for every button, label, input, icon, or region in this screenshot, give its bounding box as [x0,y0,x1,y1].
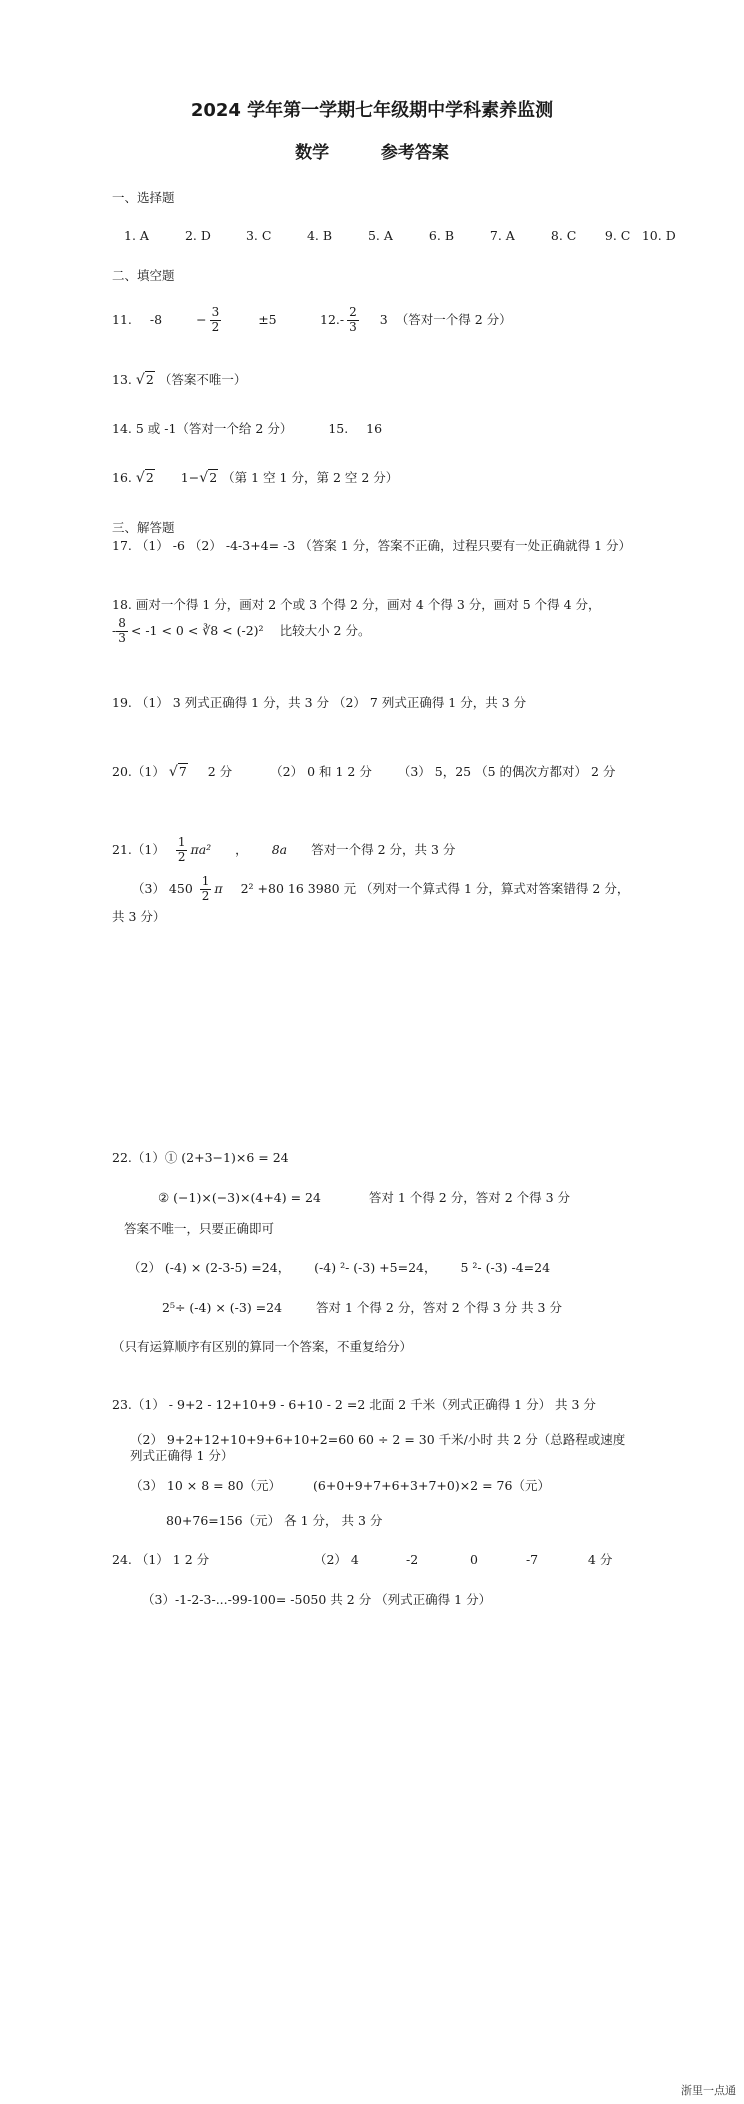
choice-answer: 6. B [428,228,455,243]
minus-sign: - [339,312,345,328]
math-expression: (-4) ²- (-3) +5=24， [314,1260,437,1275]
fraction: $\frac{1}{2}$ [201,874,210,903]
answer-20 [112,764,615,780]
inequality-chain: < -1 < 0 < ∛8 < (-2)² [130,623,264,639]
answer-value: 1− [180,470,200,485]
answer-16 [112,470,398,486]
answer-value: （2） 0 和 1 2 分 [270,764,372,779]
scoring-note: （答对一个得 2 分） [395,312,512,328]
answer-19: 19. （1） 3 列式正确得 1 分，共 3 分 （2） 7 列式正确得 1 分，共 3 分 [112,695,527,710]
answer-12 [320,306,512,335]
question-number: 20.（1） [112,764,165,779]
answer-value: 0 [469,1552,478,1567]
question-number: 16. [112,470,132,485]
choice-answer: 10. D [641,228,676,243]
sqrt-expression: √ 7 [169,764,188,780]
answer-11 [112,306,277,335]
question-number: 13. [112,372,132,387]
answer-22-line1: 22.（1）① (2+3−1)×6 = 24 [112,1150,289,1165]
answer-18-line1: 18. 画对一个得 1 分，画对 2 个或 3 个得 2 分，画对 4 个得 3 分，画对 5 个得 4 分， [112,597,601,612]
answer-label: 参考答案 [380,143,449,163]
answer-22-line4 [128,1260,550,1276]
answer-14-15 [112,421,382,437]
scoring-note: （第 1 空 1 分，第 2 空 2 分） [222,470,399,485]
choice-answers [124,228,676,244]
scoring-note: 答对 1 个得 2 分，答对 2 个得 3 分 共 3 分 [316,1300,562,1315]
answer-value: （2） 4 [313,1552,359,1567]
math-expression: 2⁵÷ (-4) × (-3) =24 [162,1300,283,1315]
fraction: $\frac{1}{2}$ [177,835,186,864]
answer-13 [112,372,246,388]
choice-answer: 2. D [184,228,211,243]
minus-sign: − [196,312,207,328]
answer-17: 17. （1） -6 （2） -4-3+4= -3 （答案 1 分，答案不正确，过程只要有一处正确就得 1 分） [112,538,632,553]
answer-18-line2 [112,617,370,646]
scoring-note: 答对一个得 2 分，共 3 分 [311,842,456,858]
fraction: $\frac{8}{3}$ [118,616,126,645]
math-expression: πa² [190,842,212,858]
separator: ， [235,842,248,858]
answer-14: 14. 5 或 -1（答对一个给 2 分） [112,421,293,436]
math-expression: 5 ²- (-3) -4=24 [460,1260,551,1275]
math-expression: （2） (-4) × (2-3-5) =24， [128,1260,291,1275]
answer-23-line4: 80+76=156（元） 各 1 分， 共 3 分 [166,1513,383,1528]
answer-22-line5 [162,1300,562,1316]
section-heading-fill: 二、填空题 [112,268,175,283]
choice-answer: 7. A [489,228,515,243]
math-expression: 8a [271,842,288,858]
answer-value: 2² +80 16 3980 元 （列对一个算式得 1 分，算式对答案错得 2 分，共 3 分） [112,880,630,924]
answer-22-line2 [158,1190,570,1206]
answer-21-part1 [112,836,455,865]
section-heading-choice: 一、选择题 [112,190,175,205]
section-heading-solve: 三、解答题 [112,520,175,535]
fraction: $\frac{2}{3}$ [349,305,357,334]
answer-value: 24. （1） 1 2 分 [112,1552,210,1567]
sqrt-expression: √ 2 [136,372,155,388]
answer-value: （3） 5，25 （5 的偶次方都对） 2 分 [397,764,616,779]
answer-value: 3 [379,312,388,328]
answer-value: 2 分 [207,764,233,779]
answer-value: -8 [149,312,163,328]
math-expression: (6+0+9+7+6+3+7+0)×2 = 76（元） [313,1478,550,1493]
choice-answer: 9. C [604,228,631,243]
sqrt-expression: √ 2 [136,470,155,486]
answer-23-line3 [130,1478,550,1494]
math-expression: （3） 10 × 8 = 80（元） [130,1478,282,1493]
choice-answer: 1. A [124,228,149,243]
answer-24-line1 [112,1552,612,1568]
answer-22-note: （只有运算顺序有区别的算同一个答案，不重复给分） [112,1339,413,1354]
answer-23-line2: （2） 9+2+12+10+9+6+10+2=60 60 ÷ 2 = 30 千米/小时 共 2 分（总路程或速度列式正确得 1 分） [130,1432,626,1464]
question-number: 21.（1） [112,842,165,858]
scoring-note: （答案不唯一） [158,372,247,387]
scoring-note: 答对 1 个得 2 分，答对 2 个得 3 分 [368,1190,571,1205]
page-title: 2024 学年第一学期七年级期中学科素养监测 [190,100,554,121]
math-symbol: π [214,880,223,896]
question-number: 15. [328,421,349,436]
choice-answer: 3. C [245,228,272,243]
answer-value: （3） 450 [132,880,193,896]
choice-answer: 5. A [367,228,393,243]
answer-value: -7 [525,1552,539,1567]
answer-value: 4 分 [587,1552,613,1567]
answer-23-line1: 23.（1） - 9+2 - 12+10+9 - 6+10 - 2 =2 北面 2 千米（列式正确得 1 分） 共 3 分 [112,1397,596,1412]
choice-answer: 4. B [306,228,333,243]
footer-watermark: 浙里一点通 [681,2084,736,2097]
question-number: 12. [320,312,340,328]
minus-sign: - [112,623,117,639]
answer-value: -2 [405,1552,419,1567]
answer-value: ±5 [258,312,277,328]
question-number: 11. [112,312,132,328]
answer-value: 16 [366,421,383,436]
subject-label: 数学 [295,143,330,163]
scoring-note: 比较大小 2 分。 [279,623,371,639]
math-expression: ② (−1)×(−3)×(4+4) = 24 [158,1190,321,1205]
page-subtitle [0,138,744,163]
answer-22-line3: 答案不唯一，只要正确即可 [124,1221,275,1236]
fraction: $\frac{3}{2}$ [211,305,220,334]
sqrt-expression: √ 2 [199,470,218,486]
answer-21-part3 [112,875,632,930]
answer-24-line2: （3）-1-2-3-...-99-100= -5050 共 2 分 （列式正确得 1 分） [142,1592,492,1607]
choice-answer: 8. C [550,228,577,243]
